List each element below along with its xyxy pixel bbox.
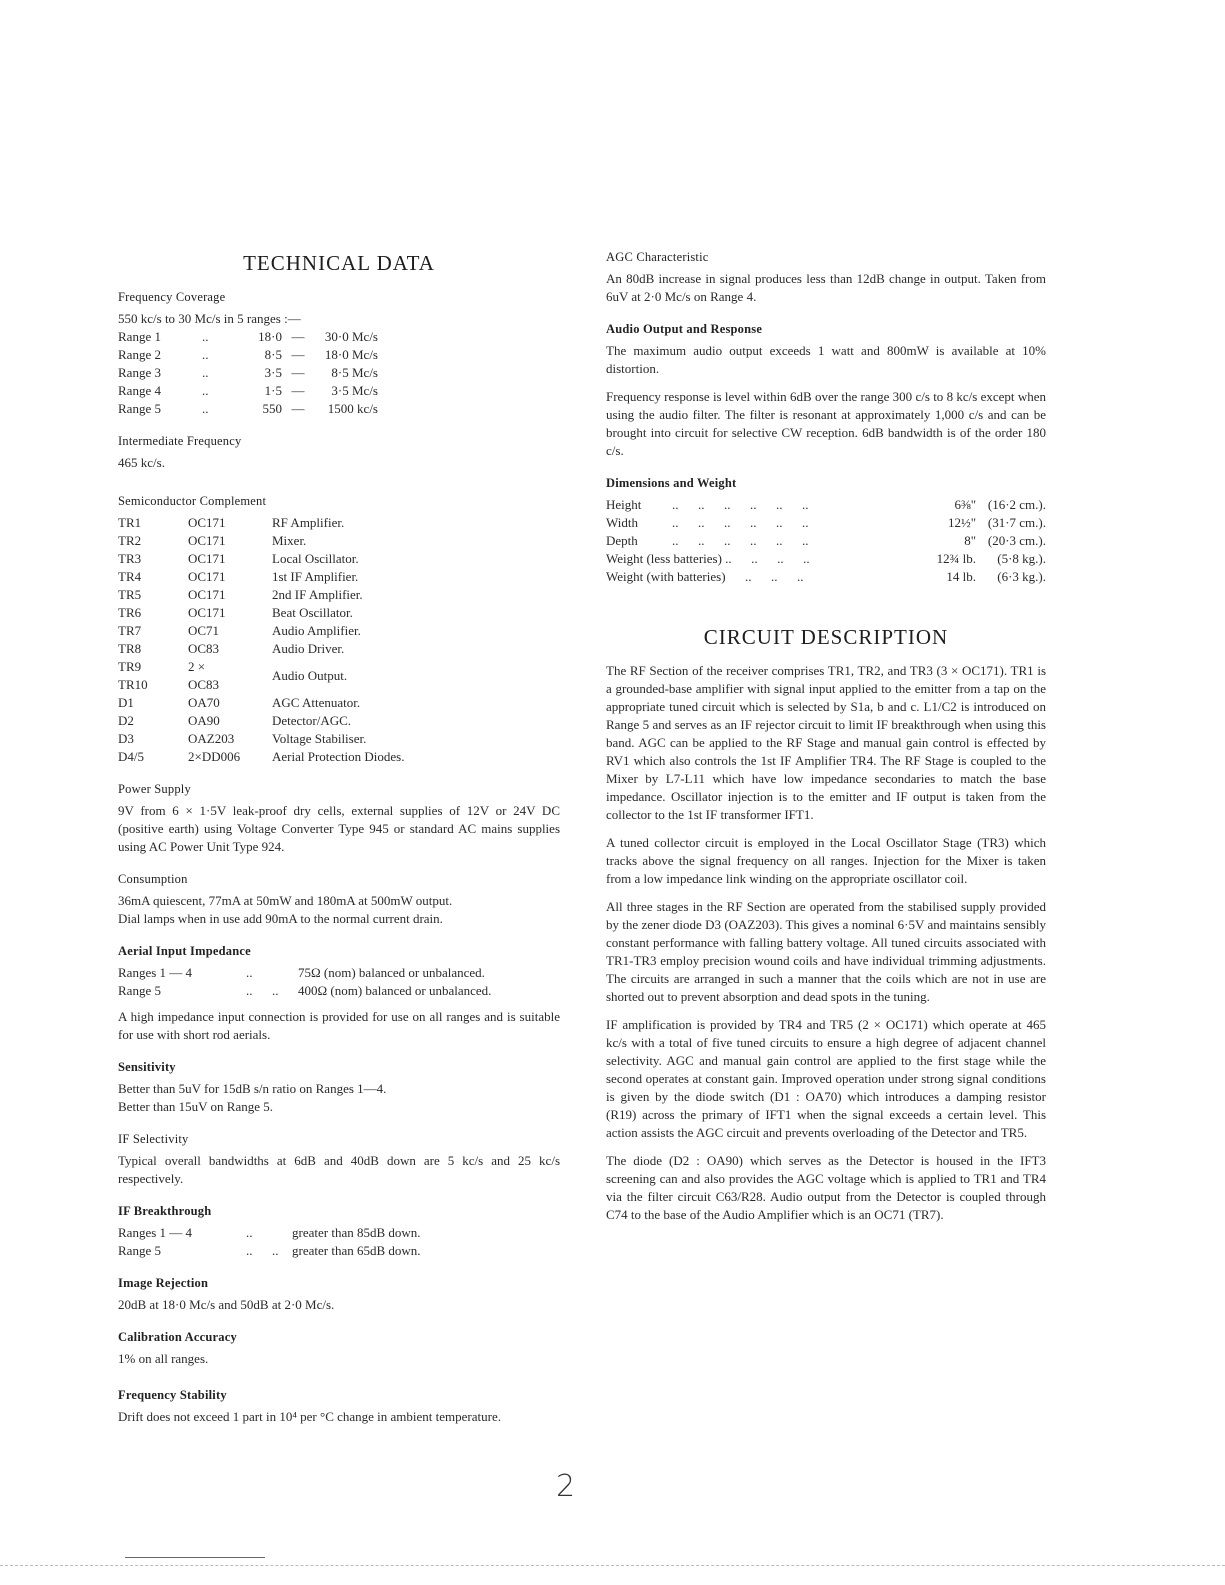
table-row: TR2 OC171 Mixer. [118, 533, 307, 548]
semiconductor-table [118, 514, 405, 766]
circuit-paragraph: The RF Section of the receiver comprises TR1, TR2, and TR3 (3 × OC171). TR1 is a grounded-base amplifier with signal input applied to the emitter from a tap on the appropriate tuned circuit which is selected by S1a, b and c. L1/C2 is introduced on Range 5 and serves as an IF rejector circuit to limit IF breakthrough when using this band. AGC can be applied to the RF Stage and manual gain control is effected by RV1 which also controls the 1st IF Amplifier TR4. The RF Stage is coupled to the Mixer by L7-L11 which have low impedance secondaries to match the base impedance. Oscillator injection is to the emitter and IF output is taken from the collector to the 1st IF transformer IFT1. [606, 663, 1046, 822]
if-selectivity-section [118, 1130, 560, 1188]
table-row: Weight (with batteries) .. .. .. 14 lb. (6·3 kg.). [606, 569, 1046, 584]
consumption-line: Dial lamps when in use add 90mA to the normal current drain. [118, 911, 443, 926]
semiconductor-section [118, 492, 560, 766]
table-row: TR7 OC71 Audio Amplifier. [118, 623, 361, 638]
section-heading: Sensitivity [118, 1060, 176, 1074]
section-heading: Intermediate Frequency [118, 434, 242, 448]
table-row: D3 OAZ203 Voltage Stabiliser. [118, 731, 367, 746]
section-heading: Consumption [118, 872, 188, 886]
footer-rule [125, 1557, 265, 1558]
right-column [606, 248, 1046, 1234]
aerial-input-section [118, 942, 560, 1044]
section-heading: IF Breakthrough [118, 1204, 212, 1218]
section-heading: Dimensions and Weight [606, 476, 737, 490]
page-cut-line [0, 1565, 1225, 1566]
table-row: Range 5 .. 550 — 1500 kc/s [118, 401, 378, 416]
table-row: Weight (less batteries) .. .. .. .. 12¾ lb. (5·8 kg.). [606, 551, 1046, 566]
table-row: TR4 OC171 1st IF Amplifier. [118, 569, 359, 584]
section-heading: Calibration Accuracy [118, 1330, 237, 1344]
intermediate-frequency-value: 465 kc/s. [118, 455, 165, 470]
agc-text: An 80dB increase in signal produces less than 12dB change in output. Taken from 6uV at 2·0 Mc/s on Range 4. [606, 271, 1046, 304]
section-heading: Audio Output and Response [606, 322, 763, 336]
image-rejection-text: 20dB at 18·0 Mc/s and 50dB at 2·0 Mc/s. [118, 1297, 335, 1312]
circuit-description-title: CIRCUIT DESCRIPTION [703, 625, 949, 649]
table-row: TR9 2 × Audio Output. [118, 659, 348, 683]
table-row: D4/5 2×DD006 Aerial Protection Diodes. [118, 749, 405, 764]
table-row: Width .. .. .. .. .. .. 12½" (31·7 cm.). [606, 515, 1046, 530]
consumption-section [118, 870, 560, 928]
frequency-stability-section [118, 1386, 560, 1426]
dimensions-table [606, 496, 1046, 586]
frequency-coverage-intro: 550 kc/s to 30 Mc/s in 5 ranges :— [118, 311, 301, 326]
circuit-paragraph: The diode (D2 : OA90) which serves as the Detector is housed in the IFT3 screening can and also provides the AGC voltage which is applied to TR1 and TR4 via the filter circuit C63/R28. Audio output from the Detector is coupled through C74 to the base of the Audio Amplifier which is an OC71 (TR7). [606, 1153, 1046, 1222]
table-row: TR1 OC171 RF Amplifier. [118, 515, 345, 530]
table-row: Range 2 .. 8·5 — 18·0 Mc/s [118, 347, 378, 362]
sensitivity-line: Better than 5uV for 15dB s/n ratio on Ranges 1—4. [118, 1081, 387, 1096]
table-row: TR3 OC171 Local Oscillator. [118, 551, 359, 566]
section-heading: AGC Characteristic [606, 250, 709, 264]
section-heading: Aerial Input Impedance [118, 944, 251, 958]
section-heading: IF Selectivity [118, 1132, 189, 1146]
circuit-paragraph: IF amplification is provided by TR4 and TR5 (2 × OC171) which operate at 465 kc/s with a total of five tuned circuits to ensure a high degree of adjacent channel selectivity. AGC and manual gain control are applied to the first stage while the second operates at constant gain. Improved operation under strong signal conditions is given by the diode switch (D1 : OA70) which introduces a damping resistor (R19) across the primary of IFT1 when the signal exceeds a certain level. This action assists the AGC circuit and prevents overloading of the Detector and TR5. [606, 1017, 1046, 1140]
table-row: Range 1 .. 18·0 — 30·0 Mc/s [118, 329, 378, 344]
sensitivity-section [118, 1058, 560, 1116]
intermediate-frequency-section [118, 432, 560, 472]
sensitivity-line: Better than 15uV on Range 5. [118, 1099, 274, 1114]
table-row: Depth .. .. .. .. .. .. 8" (20·3 cm.). [606, 533, 1046, 548]
calibration-text: 1% on all ranges. [118, 1351, 209, 1366]
section-heading: Power Supply [118, 782, 191, 796]
table-row: Ranges 1 — 4 .. greater than 85dB down. [118, 1225, 421, 1240]
aerial-note: A high impedance input connection is provided for use on all ranges and is suitable for use with short rod aerials. [118, 1009, 560, 1042]
if-selectivity-text: Typical overall bandwidths at 6dB and 40dB down are 5 kc/s and 25 kc/s respectively. [118, 1153, 560, 1186]
section-heading: Semiconductor Complement [118, 494, 267, 508]
table-row: Range 5 .. .. greater than 65dB down. [118, 1243, 421, 1258]
table-row: Range 5 .. .. 400Ω (nom) balanced or unbalanced. [118, 983, 492, 998]
image-rejection-section [118, 1274, 560, 1314]
frequency-response-text: Frequency response is level within 6dB over the range 300 c/s to 8 kc/s except when using the audio filter. The filter is resonant at approximately 1,000 c/s and can be brought into circuit for selective CW reception. 6dB bandwidth is of the order 180 c/s. [606, 389, 1046, 458]
circuit-paragraph: A tuned collector circuit is employed in the Local Oscillator Stage (TR3) which tracks above the signal frequency on all ranges. Injection for the Mixer is taken from a low impedance link winding on the appropriate oscillator coil. [606, 835, 1046, 886]
section-heading: Frequency Coverage [118, 290, 226, 304]
table-row: TR6 OC171 Beat Oscillator. [118, 605, 353, 620]
consumption-line: 36mA quiescent, 77mA at 50mW and 180mA at 500mW output. [118, 893, 453, 908]
left-column [118, 248, 560, 1440]
section-heading: Frequency Stability [118, 1388, 227, 1402]
frequency-coverage-section [118, 288, 560, 418]
breakthrough-table [118, 1224, 421, 1260]
table-row: Range 3 .. 3·5 — 8·5 Mc/s [118, 365, 378, 380]
audio-output-text: The maximum audio output exceeds 1 watt and 800mW is available at 10% distortion. [606, 343, 1046, 376]
table-row: TR8 OC83 Audio Driver. [118, 641, 345, 656]
table-row: Range 4 .. 1·5 — 3·5 Mc/s [118, 383, 378, 398]
frequency-stability-text: Drift does not exceed 1 part in 10⁴ per °C change in ambient temperature. [118, 1409, 501, 1424]
section-heading: Image Rejection [118, 1276, 209, 1290]
calibration-section [118, 1328, 560, 1368]
if-breakthrough-section [118, 1202, 560, 1260]
power-supply-section [118, 780, 560, 856]
audio-output-section [606, 320, 1046, 460]
table-row: TR5 OC171 2nd IF Amplifier. [118, 587, 363, 602]
table-row: D2 OA90 Detector/AGC. [118, 713, 352, 728]
circuit-paragraph: All three stages in the RF Section are operated from the stabilised supply provided by the zener diode D3 (OAZ203). This gives a nominal 6·5V and maintains sensibly constant performance with falling battery voltage. All tuned circuits associated with TR1-TR3 employ precision wound coils and have individual trimming adjustments. The circuits are arranged in such a manner that the coils which are not in use are shorted out to prevent absorption and dead spots in the tuning. [606, 899, 1046, 1004]
technical-data-title: TECHNICAL DATA [243, 251, 435, 275]
table-row: TR10 OC83 [118, 677, 220, 692]
table-row: Height .. .. .. .. .. .. 6⅜" (16·2 cm.). [606, 497, 1046, 512]
range-table [118, 328, 378, 418]
agc-section [606, 248, 1046, 306]
page-number: 2 [556, 1469, 576, 1504]
power-supply-text: 9V from 6 × 1·5V leak-proof dry cells, external supplies of 12V or 24V DC (positive earth) using Voltage Converter Type 945 or standard AC mains supplies using AC Power Unit Type 924. [118, 803, 560, 854]
table-row: Ranges 1 — 4 .. 75Ω (nom) balanced or unbalanced. [118, 965, 485, 980]
table-row: D1 OA70 AGC Attenuator. [118, 695, 361, 710]
dimensions-section [606, 474, 1046, 586]
aerial-table [118, 964, 491, 1000]
